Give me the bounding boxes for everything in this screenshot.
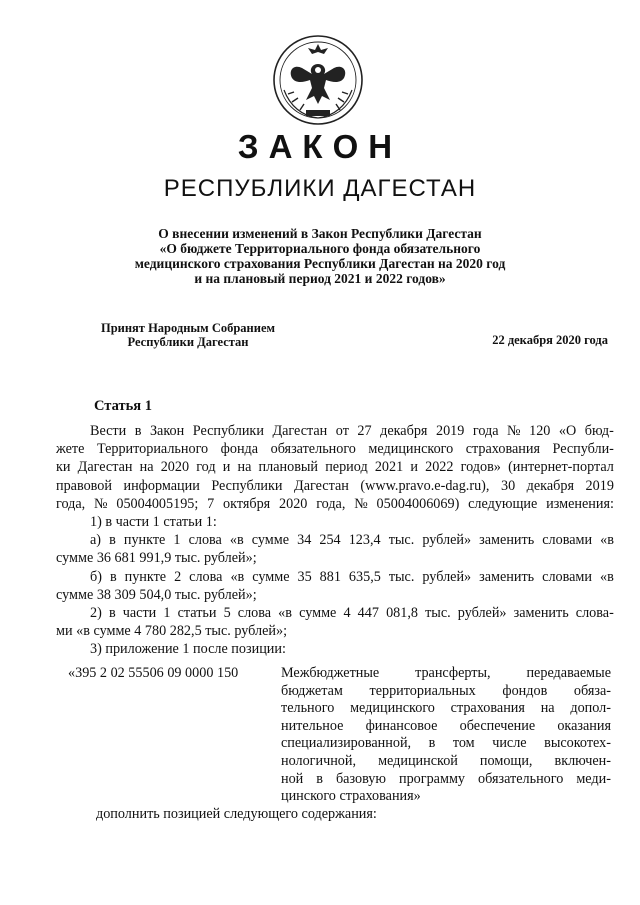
word: 1 (173, 532, 181, 549)
word: плановый (258, 459, 319, 476)
description-line (281, 735, 611, 753)
word: «в (600, 568, 614, 585)
word: пункте (124, 568, 167, 585)
word: Закон (149, 423, 185, 439)
word: медицинской (378, 752, 458, 769)
law-title: ЗАКОН (237, 128, 403, 165)
word: в (109, 532, 116, 549)
word: высокотех- (544, 735, 611, 752)
word: а) (90, 532, 102, 549)
word: том (452, 735, 475, 752)
description-line (281, 771, 611, 789)
description-line (281, 665, 611, 683)
word: 34 (297, 532, 312, 549)
word: словами (542, 568, 593, 585)
word: Межбюджетные (281, 665, 380, 681)
word: обеспечение (459, 717, 536, 734)
word: в (428, 735, 436, 752)
word: Территориального (96, 441, 209, 458)
word: меди- (576, 770, 611, 787)
position-code: «395 2 02 55506 09 0000 150 (68, 665, 239, 681)
word: 7 (207, 495, 215, 512)
word: года (472, 423, 499, 439)
word: сумме (299, 605, 337, 622)
word: 30 (500, 477, 516, 494)
word: 2019 (435, 423, 465, 439)
word: б) (90, 568, 102, 585)
word: бюд- (584, 423, 614, 439)
word: помощи, (479, 752, 533, 769)
word: 2019 (585, 477, 614, 494)
word: обязательного (478, 770, 564, 787)
body-line: 1) в части 1 статьи 1: (90, 514, 217, 531)
word: заменить (513, 605, 569, 622)
body-line (56, 422, 614, 440)
word: «в (278, 605, 292, 622)
word: словами (542, 532, 593, 549)
body-line (56, 495, 614, 513)
word: 447 (357, 605, 379, 622)
word: 27 (357, 423, 372, 439)
word: в (108, 605, 116, 622)
word: № (94, 495, 108, 512)
position-description (281, 665, 611, 806)
word: Республи- (552, 441, 614, 458)
body-line (56, 458, 614, 476)
word: и (410, 459, 418, 476)
word: «в (230, 568, 245, 585)
description-line (281, 753, 611, 771)
word: 2020 (160, 459, 190, 476)
word: тыс. (388, 568, 415, 585)
word: допол- (570, 700, 611, 717)
body-line: сумме 38 309 504,0 тыс. рублей»; (56, 586, 257, 603)
word: трансферты, (415, 665, 491, 681)
word: Республики (211, 477, 283, 494)
word: слова (189, 568, 223, 585)
word: медицинского (368, 441, 454, 458)
word: Вести (90, 423, 127, 439)
word: ки (56, 459, 71, 476)
word: базовую (335, 770, 386, 787)
word: декабря (380, 423, 428, 439)
closing-line: дополнить позицией следующего содержания: (96, 806, 377, 822)
article-title: Статья 1 (94, 398, 152, 414)
heading-line: «О бюджете Территориального фонда обязательного (159, 241, 481, 256)
word: заменить (479, 532, 535, 549)
word: жете (56, 441, 85, 458)
word: программу (398, 770, 466, 787)
word: 120 (529, 423, 551, 439)
word: статьи (177, 605, 217, 622)
heading-line: О внесении изменений в Закон Республики Дагестан (158, 226, 482, 241)
description-line (281, 700, 611, 718)
law-subtitle: РЕСПУБЛИКИ ДАГЕСТАН (163, 175, 477, 202)
word: 254 (319, 532, 341, 549)
word: страхования (450, 700, 525, 717)
body-line: 3) приложение 1 после позиции: (90, 641, 286, 658)
word: годов» (460, 459, 501, 476)
word: Дагестан (77, 459, 133, 476)
word: год (196, 459, 216, 476)
body-line (56, 531, 614, 549)
coat-of-arms-icon (272, 34, 364, 126)
body-line (56, 568, 614, 586)
word: 35 (297, 568, 312, 585)
word: страхования (465, 441, 540, 458)
word: обяза- (573, 682, 611, 699)
word: слова (237, 605, 272, 622)
word: правовой (56, 477, 112, 494)
word: передаваемые (526, 665, 611, 681)
word: медицинского (350, 700, 435, 717)
body-line: ми «в сумме 4 780 282,5 тыс. рублей»; (56, 623, 288, 640)
word: 5 (223, 605, 231, 622)
word: специализированной, (281, 735, 412, 752)
word: информации (123, 477, 200, 494)
body-line (56, 440, 614, 458)
word: Дагестан (294, 477, 349, 494)
word: 2021 (374, 459, 404, 476)
heading-line: и на плановый период 2021 и 2022 годов» (194, 271, 446, 286)
word: пункте (123, 532, 166, 549)
word: фонда (220, 441, 259, 458)
article-body (56, 422, 614, 659)
word: октября (223, 495, 271, 512)
word: 123,4 (348, 532, 381, 549)
word: рублей» (422, 568, 472, 585)
word: 081,8 (386, 605, 418, 622)
word: бюджетам (281, 682, 343, 699)
word: нительное (281, 717, 344, 734)
description-line: цинского страхования» (281, 788, 421, 805)
word: «в (229, 532, 244, 549)
word: 881 (319, 568, 341, 585)
word: в (134, 423, 142, 439)
word: № (507, 423, 521, 439)
word: на (139, 459, 154, 476)
word: 2) (90, 605, 102, 622)
word: территориальных (369, 682, 476, 699)
law-heading (100, 226, 540, 286)
word: заменить (479, 568, 535, 585)
heading-line: медицинского страхования Республики Дагестан на 2020 год (134, 256, 506, 271)
word: рублей» (422, 532, 472, 549)
word: изменения: (546, 495, 614, 512)
word: тыс. (388, 532, 415, 549)
word: (интернет-портал (508, 459, 614, 476)
word: сумме (252, 568, 290, 585)
description-line (281, 718, 611, 736)
word: 05004006069) (376, 495, 460, 512)
word: Дагестан (272, 423, 328, 439)
adopted-line: Республики Дагестан (127, 335, 249, 349)
word: от (335, 423, 349, 439)
body-line (56, 604, 614, 622)
adopted-by (58, 321, 318, 349)
word: (www.pravo.e-dag.ru), (360, 477, 490, 494)
word: «О (558, 423, 577, 439)
word: года, (56, 495, 86, 512)
word: Республики (192, 423, 264, 439)
word: числе (492, 735, 527, 752)
word: рублей» (457, 605, 507, 622)
word: и (222, 459, 231, 476)
word: сумме (251, 532, 290, 549)
word: в (109, 568, 117, 585)
word: 2 (174, 568, 182, 585)
word: части (122, 605, 157, 622)
word: «в (600, 532, 614, 549)
word: нологичной, (281, 752, 357, 769)
word: финансовое (365, 717, 438, 734)
word: фондов (502, 682, 548, 699)
word: тельного (281, 700, 335, 717)
word: 2022 (425, 459, 454, 476)
word: оказания (557, 717, 611, 734)
word: 05004005195; (116, 495, 199, 512)
word: в (316, 770, 323, 787)
adopted-line: Принят Народным Собранием (100, 321, 276, 335)
word: следующие (468, 495, 538, 512)
description-line (281, 683, 611, 701)
body-line: сумме 36 681 991,9 тыс. рублей»; (56, 550, 257, 567)
word: включен- (554, 752, 611, 769)
word: 4 (343, 605, 351, 622)
word: обязательного (270, 441, 356, 458)
word: на (237, 459, 252, 476)
word: на (540, 700, 555, 717)
word: № (354, 495, 368, 512)
word: 635,5 (348, 568, 381, 585)
word: слова- (575, 605, 614, 622)
word: года, (316, 495, 346, 512)
word: 1 (163, 605, 171, 622)
word: тыс. (425, 605, 451, 622)
word: слова (188, 532, 222, 549)
adopted-date: 22 декабря 2020 года (492, 333, 608, 347)
word: декабря (526, 477, 575, 494)
word: ной (281, 770, 304, 787)
word: период (325, 459, 368, 476)
word: 2020 (279, 495, 308, 512)
body-line (56, 477, 614, 495)
